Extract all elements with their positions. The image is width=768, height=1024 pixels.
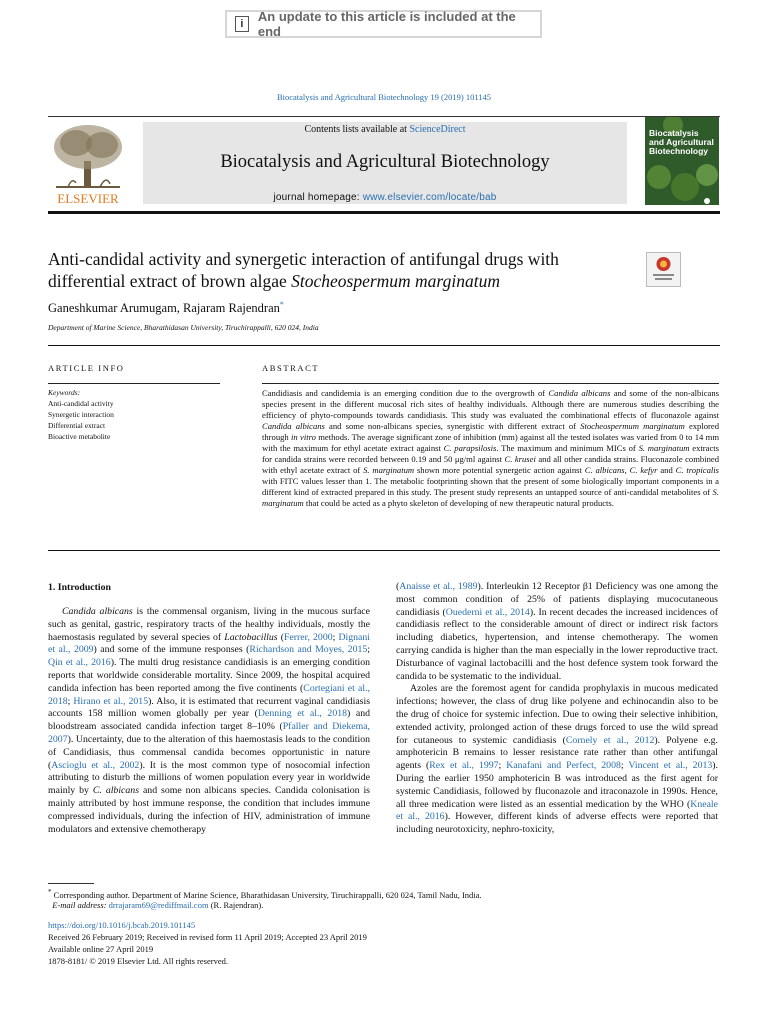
section-rule [48, 345, 720, 346]
keyword: Anti-candidal activity [48, 399, 114, 408]
article-info-heading: ARTICLE INFO [48, 363, 125, 373]
journal-homepage: journal homepage: www.elsevier.com/locate/bab [273, 192, 497, 203]
corresponding-author-footnote: * Corresponding author. Department of Marine Science, Bharathidasan University, Tiruchirappalli, 620 024, Tamil Nadu, India. [48, 888, 482, 900]
journal-cover-image[interactable] [645, 117, 719, 205]
available-online: Available online 27 April 2019 [48, 944, 154, 954]
header-rule [48, 116, 720, 117]
body-column-right: (Anaisse et al., 1989). Interleukin 12 Receptor β1 Deficiency was one among the most common condition of 25% of patients displaying mucocutaneous candidiasis (Ouederni et al., 2014). In recent decades the increased incidences of candidiasis reflect to the considerable amount of direct or indirect risk factors including diabetics, hypertension, and intense chemotherapy. The women carrying candida is higher than the man especially in the lower reproductive tract. Disturbance of vaginal lactobacilli and the host defence system took forward the candida to be systematic to the individual. Azoles are the foremost agent for candida prophylaxis in mucous medicated infections; however, the class of drug like polyene and echinocandin also to be the drug of choice for systemic infection. Due to owing their selective inhibition, extended activity, prolonged action of these drugs forced to use the wild spread for cutaneous to systemic candidiasis (Cornely et al., 2012). Polyene e.g. amphotericin B remains to lesser resistance rate rather than other antifungal agents (Rex et al., 1997; Kanafani and Perfect, 2008; Vincent et al., 2013). During the earlier 1950 amphotericin B was introduced as the first agent for systemic Candidiasis, followed by fluconazole and itraconazole in 1990s. Hence, all three medication were listed as an essential medication by the WHO (Kneale et al., 2016). However, different kinds of adverse effects were reported that including neurotoxicity, nephro-toxicity, [396, 581, 719, 836]
abstract-rule [262, 383, 719, 384]
contents-line: Contents lists available at ScienceDirect [304, 124, 466, 135]
keyword: Differential extract [48, 421, 106, 430]
elsevier-logo [48, 121, 128, 207]
header-thick-rule [48, 211, 720, 214]
abstract-heading: ABSTRACT [262, 363, 320, 373]
update-banner-text: An update to this article is included at the end [257, 9, 516, 39]
email-link[interactable]: drrajaram69@rediffmail.com [108, 900, 209, 910]
authors: Ganeshkumar Arumugam, Rajaram Rajendran* [48, 300, 284, 316]
keywords-label: Keywords: [48, 388, 81, 397]
section-rule [48, 550, 720, 551]
affiliation: Department of Marine Science, Bharathidasan University, Tiruchirappalli, 620 024, India [48, 323, 319, 332]
journal-title: Biocatalysis and Agricultural Biotechnology [220, 152, 550, 172]
svg-text:ELSEVIER: ELSEVIER [57, 191, 119, 206]
journal-citation-link[interactable]: Biocatalysis and Agricultural Biotechnology 19 (2019) 101145 [276, 92, 492, 102]
info-icon: i [235, 16, 249, 32]
copyright: 1878-8181/ © 2019 Elsevier Ltd. All rights reserved. [48, 956, 228, 966]
abstract-text: Candidiasis and candidemia is an emerging condition due to the overgrowth of Candida albicans and some of the non-albicans species present in the different mucosal rich sites of healthy individuals. Although there are numerous studies describing the efficiency of phyto-compounds towards candidiasis. This study was evaluated the combinational effects of fluconazole against Candida albicans and some non-albicans species, synergistic with different extract of Stocheospermum marginatum explored through in vitro methods. The average significant zone of inhibition (mm) against all the tested isolates was varied from 0 to 14 mm with the maximum for ethyl acetate extract against C. parapsilosis. The maximum and minimum MICs of S. marginatum extracts for candida strains were recorded between 0.19 and 50 μg/ml against C. krusei and all other candida strains. Fluconazole combined with ethyl acetate extract of S. marginatum shown more potential synergetic action against C. albicans, C. kefyr and C. tropicalis with FITC values lesser than 1. The metabolic footprinting shown that the present of some biologically important components in a different kind of extracted prepared in this study. The present study represents an untapped source of anti-candidal metabolites of S. marginatum that could be acted as a phyto skeleton of developing of new therapeutic natural products. [262, 388, 720, 508]
cover-title: Biocatalysis and Agricultural Biotechnology [649, 128, 714, 156]
corresponding-author-mark[interactable]: * [279, 300, 284, 309]
email-footnote: E-mail address: drrajaram69@rediffmail.com (R. Rajendran). [52, 900, 264, 910]
keyword: Synergetic interaction [48, 410, 114, 419]
body-column-left: Candida albicans is the commensal organism, living in the mucous surface such as genital, gastric, respiratory tracts of the healthy individuals, mostly the haemostasis regulated by several species of Lactobacillus (Ferrer, 2000; Dignani et al., 2009) and some of the immune responses (Richardson and Moyes, 2015; Qin et al., 2016). The multi drug resistance candidiasis is an emerging condition reports that worldwide considerable mortality. Since 2009, the hospital acquired candida infection has been reported among the five continents (Cortegiani et al., 2018; Hirano et al., 2015). Also, it is estimated that recurrent vaginal candidiasis accounts 158 million women globally per year (Denning et al., 2018) and bloodstream associated candida infection target 8–10% (Pfaller and Diekema, 2007). Uncertainty, due to the alteration of this haemostasis leads to the condition of Candidiasis, thus commensal candida becomes opportunistic in nature (Ascioglu et al., 2002). It is the most common type of nosocomial infection attributing to disturb the millions of women population every year in worldwide mainly by C. albicans and some non albicans species. Candida colonisation is mainly attributed by host immune response, the condition that includes immune compressed individuals, during the infection of HIV, administration of immune modulators and extensive chemotherapy [48, 606, 371, 835]
keyword: Bioactive metabolite [48, 432, 111, 441]
footnote-rule [48, 883, 94, 884]
section-heading: 1. Introduction [48, 582, 111, 593]
check-for-updates-badge[interactable] [646, 252, 681, 287]
article-title: Anti-candidal activity and synergetic interaction of antifungal drugs with differential extract of brown algae Stocheospermum marginatum [48, 249, 559, 291]
homepage-link[interactable]: www.elsevier.com/locate/bab [362, 192, 497, 203]
sciencedirect-link[interactable]: ScienceDirect [409, 124, 466, 135]
received-dates: Received 26 February 2019; Received in revised form 11 April 2019; Accepted 23 April 2019 [48, 932, 367, 942]
update-banner[interactable] [225, 10, 542, 38]
doi-link[interactable]: https://doi.org/10.1016/j.bcab.2019.101145 [48, 920, 196, 930]
article-info-rule [48, 383, 220, 384]
